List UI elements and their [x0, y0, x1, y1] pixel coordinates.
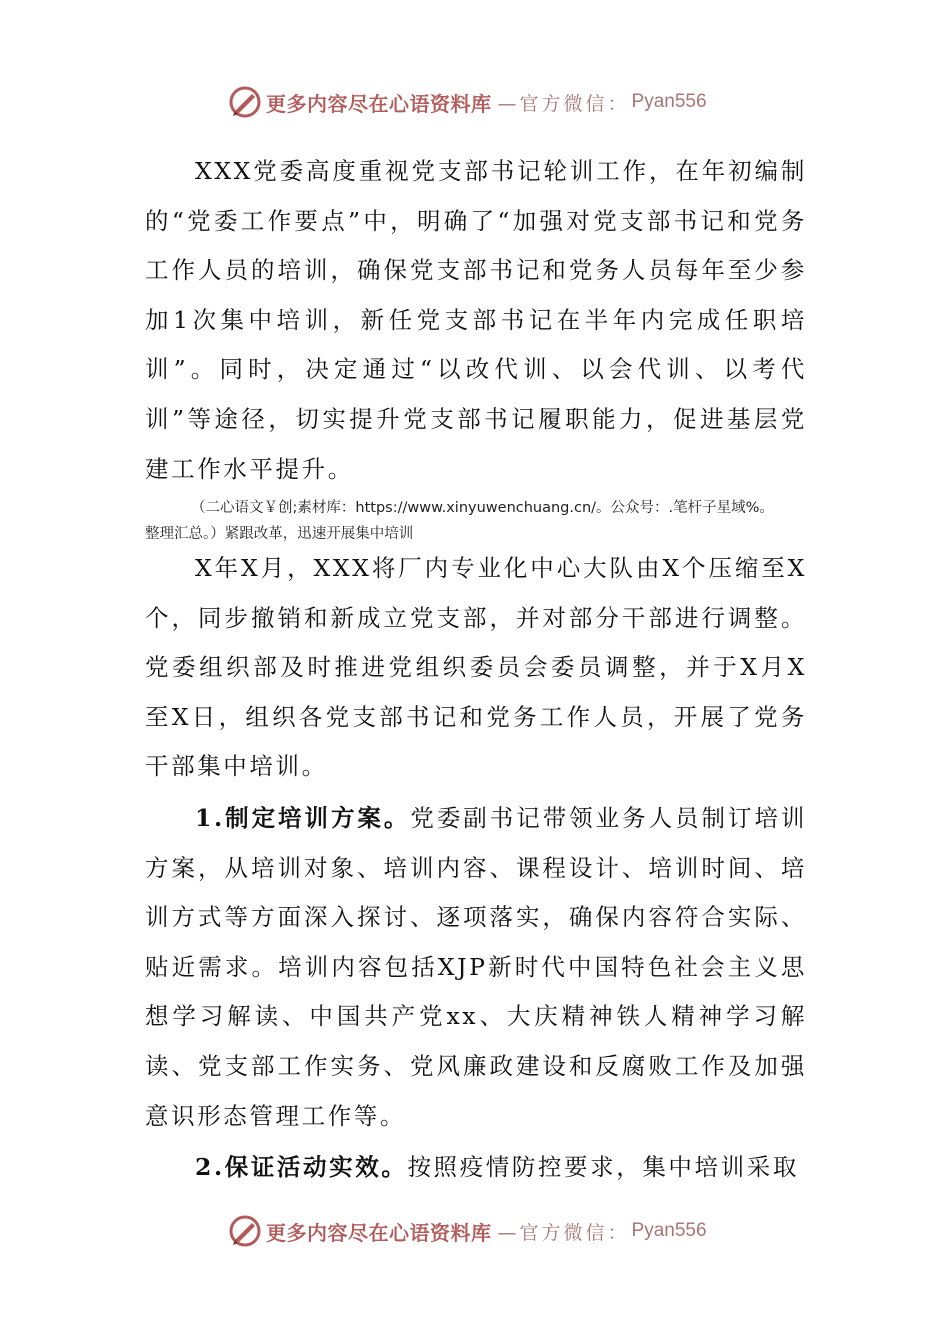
- banner-main-text: 更多内容尽在心语资料库: [266, 91, 492, 116]
- source-note-line-2: 整理汇总。）紧跟改革，迅速开展集中培训: [145, 526, 414, 542]
- banner-dash-text: —官方微信：: [497, 1221, 630, 1244]
- paragraph-2: [145, 544, 807, 792]
- banner-main-text: 更多内容尽在心语资料库: [266, 1220, 492, 1245]
- paragraph-1-text: XXX党委高度重视党支部书记轮训工作，在年初编制的“党委工作要点”中，明确了“加强对党支部书记和党务工作人员的培训，确保党支部书记和党务人员每年至少参加1次集中培训，新任党支部书记在半年内完成任职培训”。同时，决定通过“以改代训、以会代训、以考代训”等途径，切实提升党支部书记履职能力，促进基层党建工作水平提升。: [145, 157, 807, 483]
- paragraph-2-text: X年X月，XXX将厂内专业化中心大队由X个压缩至X个，同步撤销和新成立党支部，并对部分干部进行调整。党委组织部及时推进党组织委员会委员调整，并于X月X至X日，组织各党支部书记和党务工作人员，开展了党务干部集中培训。: [145, 554, 807, 781]
- paragraph-1: [145, 147, 807, 494]
- pen-circle-logo-icon: [228, 85, 262, 119]
- header-watermark-banner: [228, 82, 748, 122]
- banner-id-text: Pyan556: [631, 91, 707, 112]
- banner-id-text: Pyan556: [631, 1220, 707, 1241]
- paragraph-3-text: 党委副书记带领业务人员制订培训方案，从培训对象、培训内容、课程设计、培训时间、培训方式等方面深入探讨、逐项落实，确保内容符合实际、贴近需求。培训内容包括XJP新时代中国特色社会主义思想学习解读、中国共产党xx、大庆精神铁人精神学习解读、党支部工作实务、党风廉政建设和反腐败工作及加强意识形态管理工作等。: [145, 804, 808, 1130]
- banner-dash-text: —官方微信：: [497, 92, 630, 115]
- paragraph-3: [145, 794, 807, 1141]
- paragraph-4: [145, 1143, 807, 1193]
- source-note: [145, 495, 835, 547]
- source-note-line-1: （二心语文￥创;素材库：https://www.xinyuwenchuang.cn/。公众号：.笔杆子星域%。: [191, 500, 774, 516]
- pen-circle-logo-icon: [228, 1214, 262, 1248]
- footer-watermark-banner: [228, 1211, 748, 1251]
- paragraph-3-heading: 1.制定培训方案。: [195, 804, 411, 832]
- paragraph-4-text: 按照疫情防控要求，集中培训采取: [407, 1153, 799, 1181]
- paragraph-4-heading: 2.保证活动实效。: [195, 1153, 408, 1181]
